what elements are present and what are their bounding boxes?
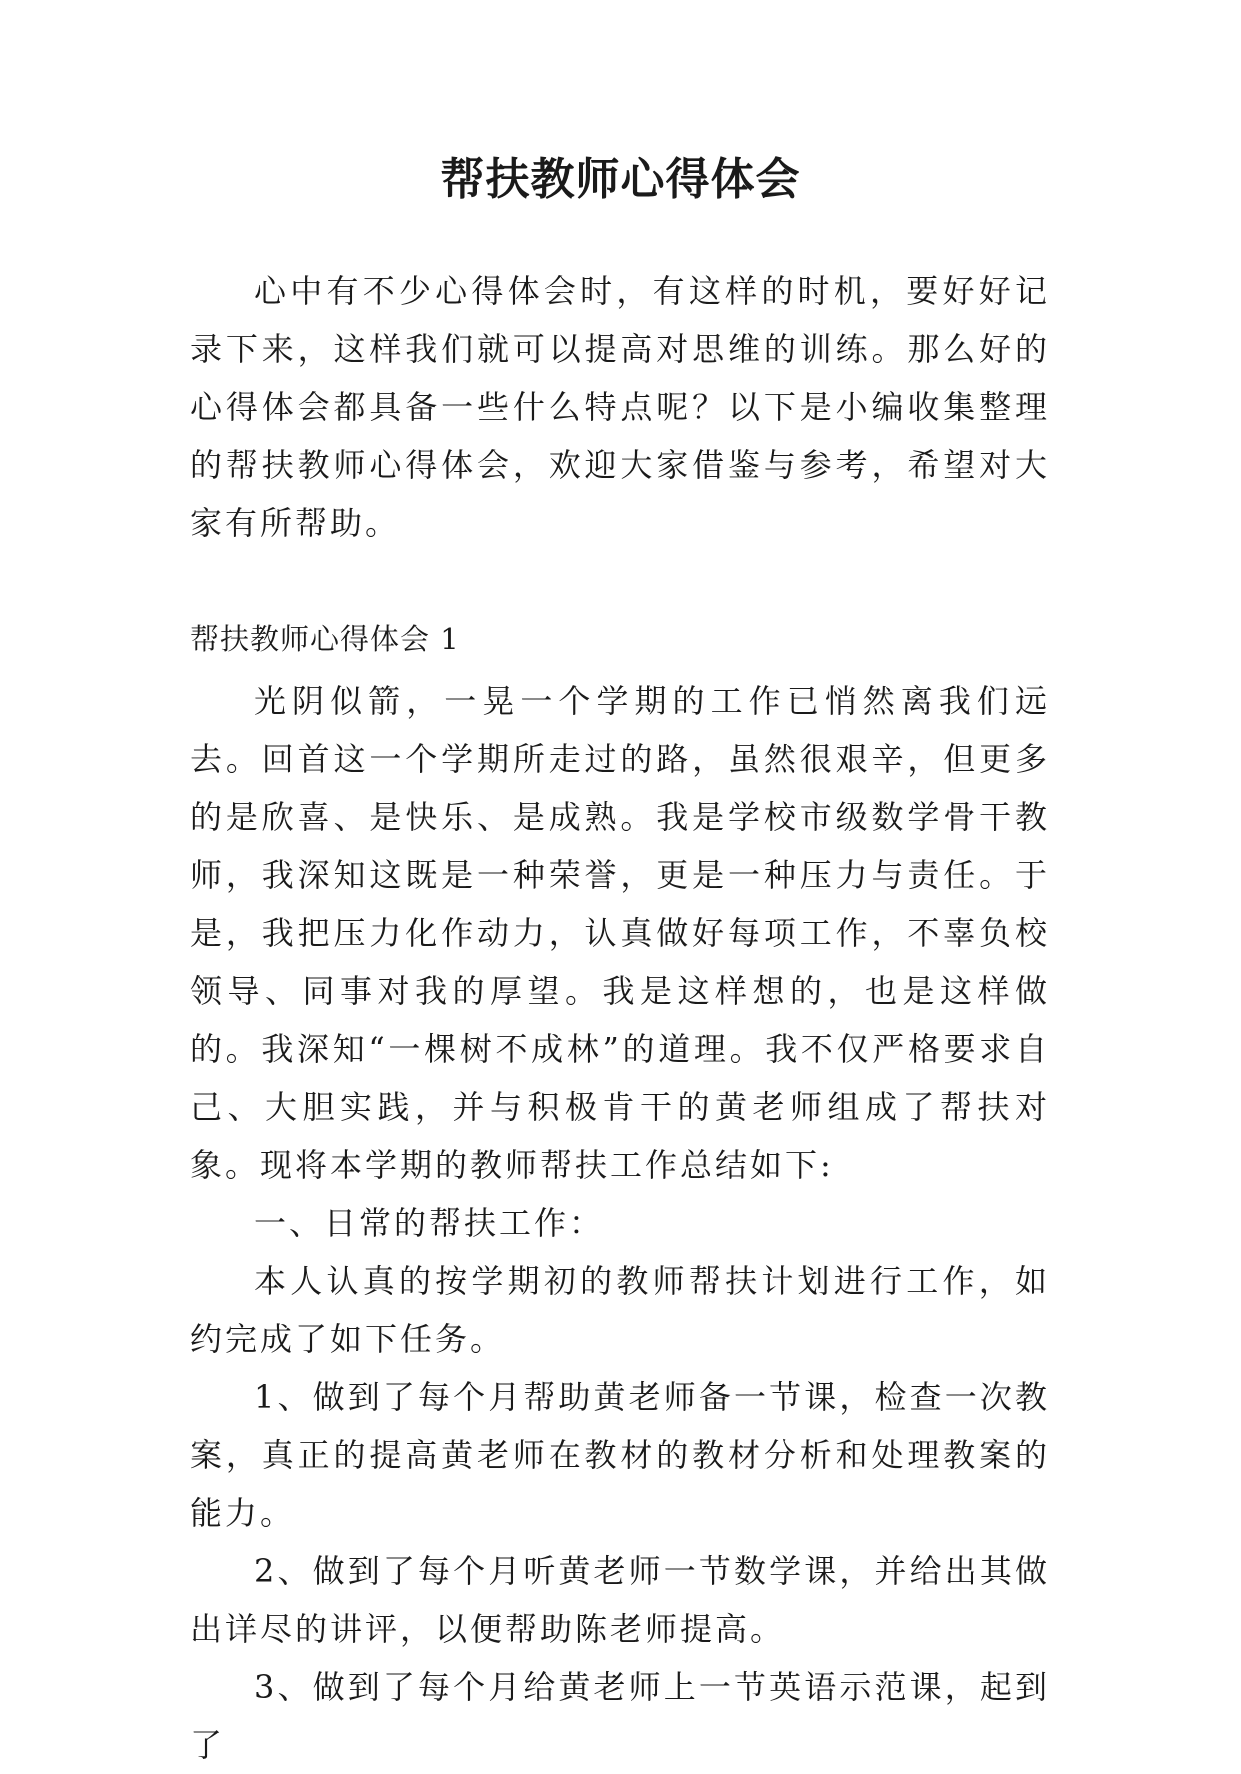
document-body: [190, 262, 1050, 1774]
body-paragraph: 一、日常的帮扶工作：: [254, 1204, 605, 1242]
document-title: 帮扶教师心得体会: [440, 154, 801, 205]
body-paragraph: 2、做到了每个月听黄老师一节数学课，并给出其做出详尽的讲评，以便帮助陈老师提高。: [190, 1552, 1050, 1648]
section-heading: 帮扶教师心得体会 1: [190, 622, 460, 656]
body-paragraph: 本人认真的按学期初的教师帮扶计划进行工作，如约完成了如下任务。: [190, 1262, 1050, 1358]
body-paragraph: 3、做到了每个月给黄老师上一节英语示范课，起到了: [190, 1668, 1050, 1764]
intro-paragraph: 心中有不少心得体会时，有这样的时机，要好好记录下来，这样我们就可以提高对思维的训练。那么好的心得体会都具备一些什么特点呢？以下是小编收集整理的帮扶教师心得体会，欢迎大家借鉴与参考，希望对大家有所帮助。: [190, 272, 1050, 542]
body-paragraph: 光阴似箭，一晃一个学期的工作已悄然离我们远去。回首这一个学期所走过的路，虽然很艰辛，但更多的是欣喜、是快乐、是成熟。我是学校市级数学骨干教师，我深知这既是一种荣誉，更是一种压力与责任。于是，我把压力化作动力，认真做好每项工作，不辜负校领导、同事对我的厚望。我是这样想的，也是这样做的。我深知“一棵树不成林”的道理。我不仅严格要求自己、大胆实践，并与积极肯干的黄老师组成了帮扶对象。现将本学期的教师帮扶工作总结如下:: [190, 682, 1050, 1184]
body-paragraph: 1、做到了每个月帮助黄老师备一节课，检查一次教案，真正的提高黄老师在教材的教材分析和处理教案的能力。: [190, 1378, 1050, 1532]
